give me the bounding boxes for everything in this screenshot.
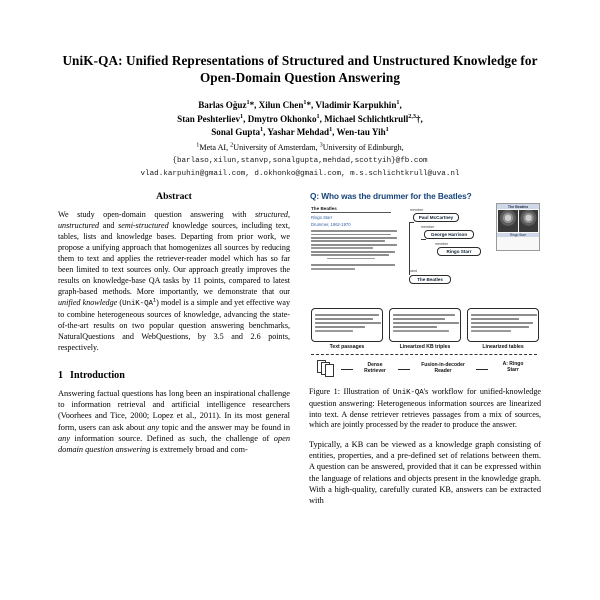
author-affil-marker: 1	[329, 126, 333, 134]
passage-title: The Beatles	[311, 206, 391, 213]
text-line	[311, 254, 389, 256]
text-line	[311, 240, 385, 242]
abstract-text	[58, 209, 290, 353]
text-line	[311, 268, 355, 270]
affil-index: 1	[196, 141, 200, 149]
figure-question-text: Q: Who was the drummer for the Beatles?	[310, 191, 472, 202]
author-affil-marker: 1	[396, 98, 400, 106]
intro-frag: topic and the answer may be found in	[159, 422, 290, 432]
infobox-photos	[497, 209, 539, 233]
section-number: 1	[58, 370, 64, 382]
author-line-1: Barlas Oğuz$^1$*, Xilun Chen$^1$*, Vladimir Karpukhin$^1$,	[198, 98, 402, 110]
left-column	[58, 189, 290, 455]
abs-frag: ) model is a simple and yet effective way to combine heterogeneous sources of knowledge, advancing the state-of-the-art results on two popular question answering benchmarks, NaturalQuestions and WebQuestions, by 3.5 and 2.6 points, respectively.	[58, 298, 290, 353]
linearized-panel-kb	[389, 308, 461, 342]
author-line-3: Sonal Gupta$^1$, Yashar Mehdad$^1$, Wen-tau Yih$^1$	[211, 126, 389, 138]
section-heading-introduction	[58, 370, 290, 381]
figure-1	[309, 189, 541, 431]
passage-subtitle-2: Drummer, 1962-1970	[311, 222, 351, 228]
figure-1-graphic	[309, 189, 541, 382]
passage-body-lines	[311, 230, 399, 270]
abs-italic: unified knowledge	[58, 298, 118, 308]
infobox-photo-caption: Ringo Starr	[497, 233, 539, 237]
text-line	[311, 247, 373, 249]
answer-label: Starr	[507, 366, 519, 373]
pipeline-label: Retriever	[364, 367, 386, 374]
passage-subtitle-1: Ringo Starr	[311, 215, 333, 221]
pipeline-arrow	[341, 369, 353, 370]
dagger-marker: †	[416, 113, 421, 124]
author-affil-marker: 1	[303, 98, 307, 106]
right-column-paragraph: Typically, a KB can be viewed as a knowledge graph consisting of entities, properties, and a pre-defined set of relations between them. A question can be answered, provided that it can be expressed within the language of relations and objects present in the knowledge graph. With a high-quality, carefully curated KB, answers can be extracted with	[309, 440, 541, 505]
infobox-title: The Beatles	[497, 204, 539, 209]
abs-frag: We study open-domain question answering with	[58, 210, 255, 220]
portrait-photo	[519, 210, 539, 232]
pipeline-step-reader	[412, 363, 474, 375]
abstract-heading: Abstract	[156, 191, 192, 203]
pipeline-arrow	[398, 369, 410, 370]
text-line	[311, 234, 391, 236]
edge-label-member: member	[421, 225, 435, 230]
linearized-label-text-passages: Text passages	[329, 344, 365, 351]
affil-index: 2	[230, 141, 234, 149]
email-line-2[interactable]: vlad.karpuhin@gmail.com, d.okhonko@gmail.com, m.s.schlichtkrull@uva.nl	[140, 169, 460, 178]
intro-frag: information source. Defined as such, the challenge of	[70, 433, 274, 443]
author-affil-marker: 1	[385, 126, 389, 134]
text-line	[311, 230, 397, 232]
section-title: Introduction	[70, 370, 125, 382]
node-label: Paul McCartney	[418, 215, 454, 221]
footnote-marker: 1	[152, 296, 157, 304]
figure-number: Figure 1:	[309, 387, 340, 397]
affil-index: 3	[319, 141, 323, 149]
pipeline-answer	[490, 362, 536, 374]
pipeline-arrow	[476, 369, 488, 370]
graph-edge	[421, 239, 426, 240]
abs-frag: and	[99, 221, 119, 231]
abs-italic: unstructured	[58, 221, 100, 231]
email-block	[58, 155, 542, 180]
linearized-panel-tables	[467, 308, 539, 342]
text-line	[311, 264, 395, 266]
abs-italic: semi-structured	[118, 221, 169, 231]
caption-frag: 's workflow for unified-knowledge question answering: Heterogeneous information sources are linearized into text. A dense retriever retrieves passages from a mix of sources, which are jointly processed by the reader to produce the answer.	[309, 387, 541, 430]
author-affil-marker: 1	[240, 112, 244, 120]
documents-icon	[317, 360, 339, 378]
abs-frag: (	[117, 298, 123, 308]
wikipedia-infobox	[496, 203, 540, 251]
text-line	[311, 251, 395, 253]
node-label: Ringo Starr	[446, 249, 472, 255]
author-line-2: Stan Peshterliev$^1$, Dmytro Okhonko$^1$, Michael Schlichtkrull$^{2,3}$†,	[177, 112, 423, 124]
email-line-1[interactable]: {barlaso,xilun,stanvp,sonalgupta,mehdad,scottyih}@fb.com	[172, 157, 428, 166]
equal-contrib-marker: *	[249, 99, 255, 110]
graph-edge	[409, 222, 410, 275]
caption-frag: Illustration of	[339, 387, 393, 397]
portrait-photo	[498, 210, 518, 232]
author-affil-marker: 1	[260, 126, 264, 134]
introduction-paragraph	[58, 388, 290, 455]
text-line	[311, 244, 397, 246]
author-affil-marker: 1	[246, 98, 250, 106]
figure-divider	[311, 354, 537, 355]
page-title: UniK-QA: Unified Representations of Structured and Unstructured Knowledge for Open-Domain Question Answering	[62, 53, 538, 86]
figure-pipeline	[311, 359, 539, 381]
text-passage-panel	[311, 206, 399, 302]
graph-edge	[409, 222, 414, 223]
edge-label-member: member	[435, 242, 449, 247]
author-list	[58, 99, 542, 140]
edge-label-band: band	[409, 269, 417, 274]
intro-frag: is extremely broad and com-	[150, 444, 248, 454]
edge-label-member: member	[410, 208, 424, 213]
right-column	[309, 189, 541, 506]
intro-italic: any	[58, 433, 71, 443]
equal-contrib-marker: *	[306, 99, 312, 110]
graph-node-paul-mccartney[interactable]	[413, 213, 459, 222]
answer-label: A: Ringo	[502, 361, 524, 368]
linearized-label-kb-triples: Linearized KB triples	[399, 344, 451, 351]
abs-frag: knowledge sources, including text, tables, lists and knowledge bases. Departing from prior work, we propose a unifying approach that homogenizes all sources by reducing them to text and applies the retriever-reader model which has so far been limited to text sources only. Our approach greatly improves the results on knowledge-base QA tasks by 11 points, compared to latest graph-based methods. More importantly, we demonstrate that our	[58, 221, 290, 297]
pipeline-label: Dense	[367, 362, 383, 369]
infobox-rows	[497, 237, 539, 249]
pipeline-label: Fusion-in-decoder	[421, 362, 465, 369]
figure-1-caption	[309, 387, 541, 431]
abstract-section	[58, 191, 290, 353]
unikqa-mono	[122, 296, 157, 309]
abs-italic: structured	[254, 210, 288, 220]
unikqa-mono-text: UniK-QA	[122, 300, 153, 309]
caption-mono: UniK-QA	[392, 389, 424, 398]
linearized-label-tables: Linearized tables	[482, 344, 524, 351]
graph-node-ringo-starr[interactable]	[437, 247, 481, 256]
author-affil-marker: 2,3	[408, 112, 416, 120]
linearized-panel-text	[311, 308, 383, 342]
intro-italic: open domain question answering	[58, 433, 290, 454]
text-line	[327, 258, 375, 260]
intro-italic: any	[147, 422, 160, 432]
node-label: The Beatles	[417, 277, 443, 283]
node-label: George Harrison	[430, 232, 468, 238]
pipeline-step-retriever	[355, 363, 395, 375]
text-line	[311, 237, 397, 239]
intro-frag: Answering factual questions has long been an inspirational challenge to information retrieval and artificial intelligence researchers (Voorhees and Tice, 2000; Lopez et al., 2011). In its most general form, users can ask about	[58, 389, 290, 432]
pipeline-label: Reader	[434, 367, 452, 374]
graph-node-george-harrison[interactable]	[424, 230, 474, 239]
author-affil-marker: 1	[316, 112, 320, 120]
paper-header	[0, 0, 600, 180]
body-columns	[0, 189, 600, 506]
affiliation-line: $^1$Meta AI, $^2$University of Amsterdam, $^3$University of Edinburgh,	[196, 141, 404, 153]
graph-node-the-beatles[interactable]	[409, 275, 451, 284]
abs-frag: ,	[287, 210, 290, 220]
